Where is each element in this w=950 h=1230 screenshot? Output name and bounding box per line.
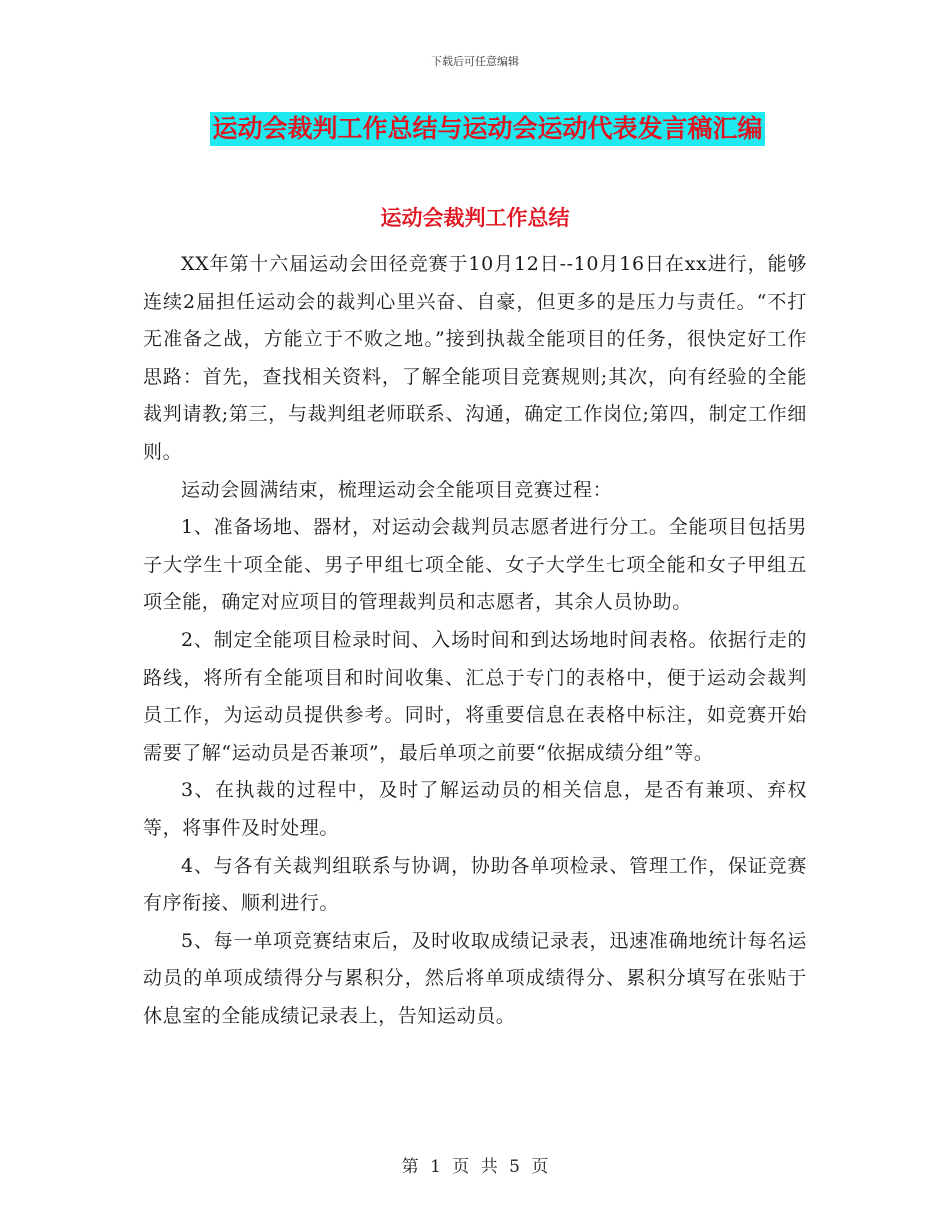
paragraph: 5、每一单项竞赛结束后，及时收取成绩记录表，迅速准确地统计每名运动员的单项成绩得分与累积分，然后将单项成绩得分、累积分填写在张贴于休息室的全能成绩记录表上，告知运动员。	[143, 929, 807, 1027]
section-title: 运动会裁判工作总结	[380, 206, 570, 230]
document-body	[143, 246, 807, 1035]
paragraph: 2、制定全能项目检录时间、入场时间和到达场地时间表格。依据行走的路线，将所有全能项目和时间收集、汇总于专门的表格中，便于运动会裁判员工作，为运动员提供参考。同时，将重要信息在表格中标注，如竞赛开始需要了解“运动员是否兼项”，最后单项之前要“依据成绩分组”等。	[143, 628, 807, 764]
paragraph: XX年第十六届运动会田径竞赛于10月12日--10月16日在xx进行，能够连续2届担任运动会的裁判心里兴奋、自豪，但更多的是压力与责任。“不打无准备之战，方能立于不败之地。”接到执裁全能项目的任务，很快定好工作思路：首先，查找相关资料，了解全能项目竞赛规则;其次，向有经验的全能裁判请教;第三，与裁判组老师联系、沟通，确定工作岗位;第四，制定工作细则。	[143, 253, 807, 463]
document-title: 运动会裁判工作总结与运动会运动代表发言稿汇编	[210, 112, 764, 146]
paragraph: 4、与各有关裁判组联系与协调，协助各单项检录、管理工作，保证竞赛有序衔接、顺利进行。	[143, 854, 807, 915]
page-number-footer: 第 1 页 共 5 页	[401, 1157, 549, 1177]
paragraph: 3、在执裁的过程中，及时了解运动员的相关信息，是否有兼项、弃权等，将事件及时处理。	[143, 779, 807, 839]
main-title-container	[0, 112, 950, 146]
header-note: 下载后可任意编辑	[431, 55, 519, 68]
paragraph: 运动会圆满结束，梳理运动会全能项目竞赛过程：	[181, 478, 613, 501]
paragraph: 1、准备场地、器材，对运动会裁判员志愿者进行分工。全能项目包括男子大学生十项全能、男子甲组七项全能、女子大学生七项全能和女子甲组五项全能，确定对应项目的管理裁判员和志愿者，其余人员协助。	[143, 516, 807, 614]
